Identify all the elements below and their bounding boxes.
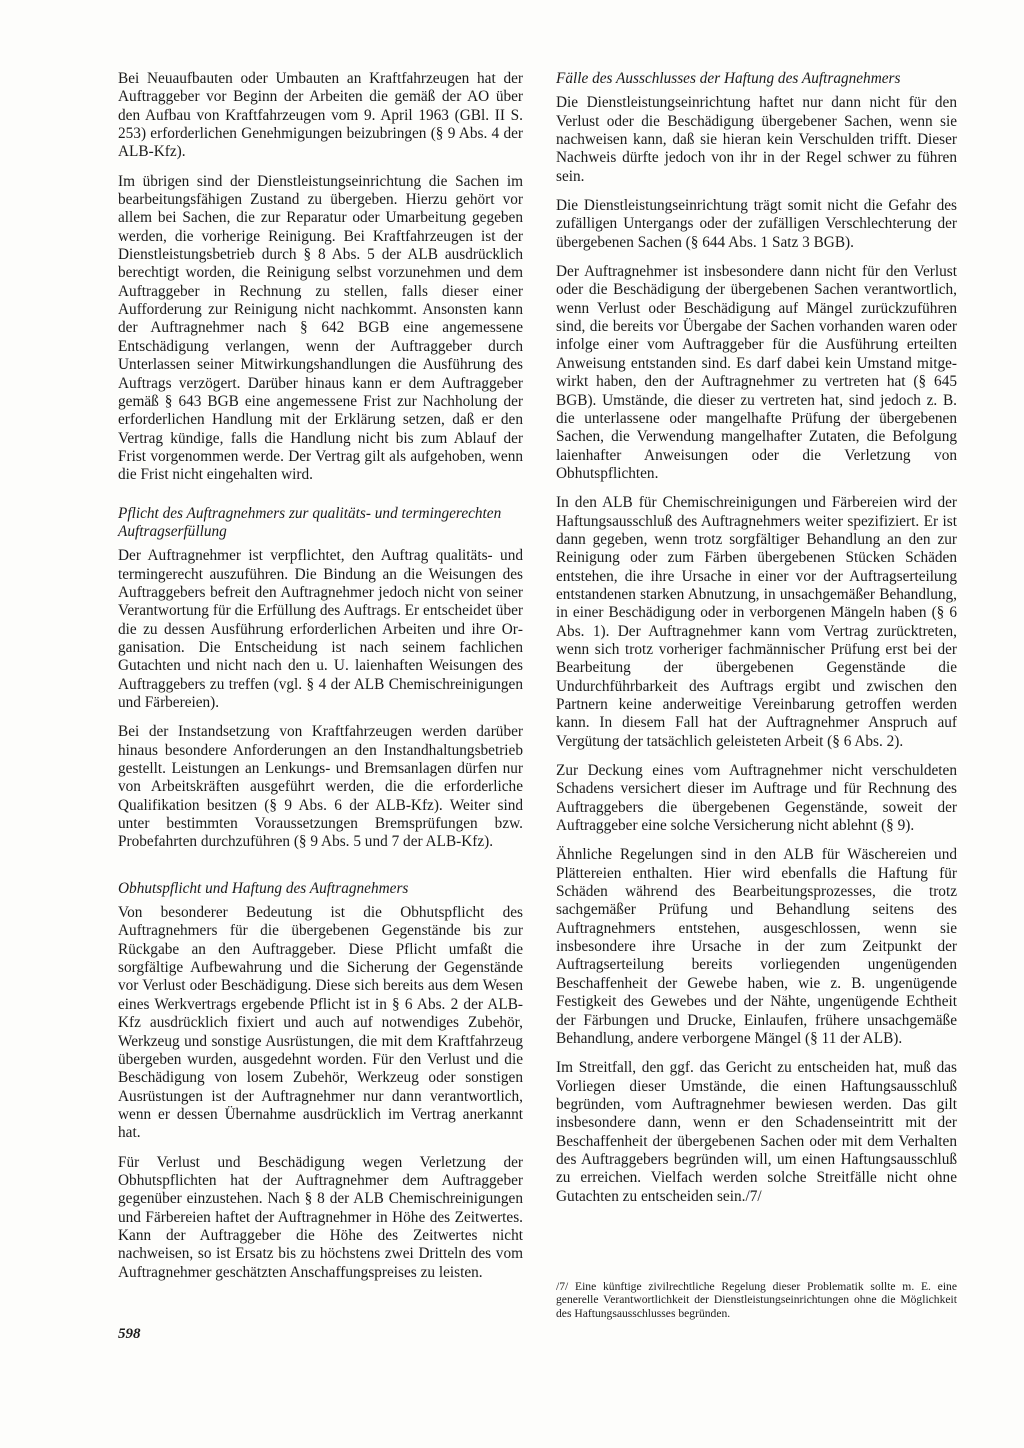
paragraph: Für Verlust und Beschädigung wegen Verletzung der Obhutspflichten hat der Auftragnehmer dem Auftraggeber gegenüber einzustehen. Nach § 8 der ALB Chemischreinigungen und Färbereien haftet der Auftragnehmer in Höhe des Zeitwertes. Kann der Auftraggeber die Höhe des Zeitwertes nicht nachweisen, so ist Ersatz bis zu höchstens zwei Dritteln des vom Auftragnehmer geschätzten Anschaffungspreises zu leisten. (118, 1153, 523, 1281)
section-heading: Obhutspflicht und Haftung des Auftragnehmers (118, 879, 409, 897)
paragraph: Bei der Instandsetzung von Kraftfahrzeugen werden darüber hinaus besondere Anforderungen an den Instandhaltungsbetrieb gestellt. Leistungen an Lenkungs- und Bremsanlagen dürfen nur von Arbeitskräften ausgeführt werden, die die erforderliche Qualifikation besitzen (§ 9 Abs. 6 der ALB-Kfz). Weiter sind unter bestimmten Voraussetzungen Bremsprüfungen bzw. Probefahrten durchzuführen (§ 9 Abs. 5 und 7 der ALB-Kfz). (118, 723, 523, 851)
paragraph: Im übrigen sind der Dienstleistungseinrichtung die Sachen im bearbeitungsfähigen Zustand zu übergeben. Hierzu gehört vor allem bei Sachen, die zur Reparatur oder Umarbeitung gegeben werden, die vorherige Reinigung. Bei Kraftfahrzeugen ist der Dienstleistungsbetrieb durch § 8 Abs. 5 der ALB ausdrücklich berechtigt worden, die Reinigung selbst vorzunehmen und dem Auftraggeber in Rechnung zu stellen, falls dieser einer Aufforderung zur Reinigung nicht nachkommt. Ansonsten kann der Auftragnehmer nach § 642 BGB eine angemessene Entschädigung verlangen, wenn der Auftraggeber durch Unterlassen seiner Mitwirkungshandlungen die Ausführung des Auftrags verzögert. Darüber hinaus kann er dem Auftraggeber gemäß § 643 BGB eine angemessene Frist zur Nachholung der erforderlichen Handlung mit der Erklärung setzen, daß er den Vertrag kündige, falls die Handlung nicht bis zum Ablauf der Frist vorgenommen werde. Der Vertrag gilt als aufgehoben, wenn die Frist nicht eingehalten wird. (118, 172, 523, 484)
paragraph: Der Auftragnehmer ist verpflichtet, den Auftrag qualitäts- und termingerecht auszuführen. Die Bindung an die Weisungen des Auftraggebers befreit den Auftragnehmer jedoch nicht von seiner Verantwortung für die Erfüllung des Auftrags. Er entscheidet über die zu dessen Ausführung erforderlichen Arbeiten und ihre Organisation. Die Entscheidung ist nach seinem fachlichen Gutachten und nicht nach den u. U. laienhaften Weisungen des Auftraggebers zu treffen (vgl. § 4 der ALB Chemischreinigungen und Färbereien). (118, 547, 523, 711)
paragraph: Bei Neuaufbauten oder Umbauten an Kraftfahrzeugen hat der Auftraggeber vor Beginn der Arbeiten die gemäß der AO über den Aufbau von Kraftfahrzeugen vom 9. April 1963 (GBl. II S. 253) erforderlichen Genehmigungen beizubringen (§ 9 Abs. 4 der ALB-Kfz). (118, 70, 523, 161)
section-heading: Fälle des Ausschlusses der Haftung des Auftragnehmers (556, 70, 901, 87)
left-column (118, 70, 523, 1293)
page-number: 598 (118, 1326, 141, 1342)
paragraph: Die Dienstleistungseinrichtung haftet nur dann nicht für den Verlust oder die Beschädigung übergebener Sachen, wenn sie nachweisen kann, daß sie hieran kein Verschulden trifft. Dieser Nachweis dürfte jedoch von ihr in der Regel schwer zu führen sein. (556, 94, 957, 185)
section-heading: Pflicht des Auftragnehmers zur qualitäts- und termingerechten Auftragserfüllung (118, 504, 502, 540)
paragraph: Im Streitfall, den ggf. das Gericht zu entscheiden hat, muß das Vorliegen dieser Umstände, die einen Haftungsausschluß begründen, vom Auftragnehmer bewiesen werden. Das gilt insbesondere dann, wenn er den Schadenseintritt mit der Beschaffenheit der übergebenen Sachen oder mit dem Verhalten des Auftraggebers begründen will, um einen Haftungsausschluß zu erreichen. Vielfach werden solche Streitfälle nicht ohne Gutachten zu entscheiden sein./7/ (556, 1059, 957, 1205)
paragraph: In den ALB für Chemischreinigungen und Färbereien wird der Haftungsausschluß des Auftragnehmers weiter spezifiziert. Er ist dann gegeben, wenn trotz sorgfältiger Behandlung an den zur Reinigung oder zum Färben übergebenen Stücken Schäden entstehen, die ihre Ursache in einer vor der Auftragserteilung entstandenen starken Abnutzung, in unsachgemäßer Behandlung, in einer Beschädigung oder in verborgenen Mängeln haben (§ 6 Abs. 1). Der Auftragnehmer kann vom Vertrag zurücktreten, wenn sich trotz vorheriger fachmännischer Prüfung erst bei der Bearbeitung der übergebenen Gegenstände die Undurchführbarkeit des Auftrags ergibt und zwischen den Partnern keine anderweitige Vereinbarung getroffen werden kann. In diesem Fall hat der Auftragnehmer Anspruch auf Vergütung der tatsächlich geleisteten Arbeit (§ 6 Abs. 2). (556, 494, 957, 750)
paragraph: Ähnliche Regelungen sind in den ALB für Wäschereien und Plättereien enthalten. Hier wird ebenfalls die Haftung für Schäden während des Bearbeitungsprozesses, die trotz sachgemäßer Prüfung und Behandlung seitens des Auftragnehmers entstehen, ausgeschlossen, wenn sie insbesondere ihre Ursache in der zum Zeitpunkt der Auftragserteilung bereits vorliegenden ungenügenden Beschaffenheit der Gewebe haben, wie z. B. ungenügende Festigkeit des Gewebes und der Nähte, ungenügende Echtheit der Färbungen und Drucke, Einlaufen, frühere unsachgemäße Behandlung, andere verborgene Mängel (§ 11 der ALB). (556, 846, 957, 1047)
paragraph: Von besonderer Bedeutung ist die Obhutspflicht des Auftragnehmers für die übergebenen Gegenstände bis zur Rückgabe an den Auftraggeber. Diese Pflicht umfaßt die sorgfältige Aufbewahrung und die Sicherung der Gegenstände vor Verlust oder Beschädigung. Diese sich bereits aus dem Wesen eines Werkvertrags ergebende Pflicht ist in § 6 Abs. 2 der ALB-Kfz ausdrücklich fixiert und auch auf notwendiges Zubehör, Werkzeug und sonstige Ausrüstungen, die mit dem Kraftfahrzeug übergeben wurden, ausgedehnt worden. Für den Verlust und die Beschädigung von losem Zubehör, Werkzeug oder sonstigen Ausrüstungen ist der Auftragnehmer nur dann verantwortlich, wenn er dessen Übernahme ausdrücklich im Vertrag anerkannt hat. (118, 904, 523, 1142)
footnote: /7/ Eine künftige zivilrechtliche Regelung dieser Problematik sollte m. E. eine generelle Verantwortlichkeit der Dienstleistungseinrichtungen ohne die Möglichkeit des Haftungsausschlusses begründen. (556, 1280, 957, 1320)
paragraph: Zur Deckung eines vom Auftragnehmer nicht verschuldeten Schadens versichert dieser im Auftrage und für Rechnung des Auftraggebers die übergebenen Gegenstände, soweit der Auftraggeber eine solche Versicherung nicht ablehnt (§ 9). (556, 762, 957, 835)
right-column (556, 70, 957, 1217)
paragraph: Die Dienstleistungseinrichtung trägt somit nicht die Gefahr des zufälligen Untergangs oder der zufälligen Verschlechterung der übergebenen Sachen (§ 644 Abs. 1 Satz 3 BGB). (556, 197, 957, 251)
paragraph: Der Auftragnehmer ist insbesondere dann nicht für den Verlust oder die Beschädigung der übergebenen Sachen verantwortlich, wenn Verlust oder Beschädigung auf Mängel zurückzuführen sind, die bereits vor Übergabe der Sachen vorhanden waren oder infolge einer vom Auftraggeber für die Ausführung erteilten Anweisung entstanden sind. Es darf dabei kein Umstand mitgewirkt haben, den der Auftragnehmer zu vertreten hat (§ 645 BGB). Umstände, die dieser zu vertreten hat, sind jedoch z. B. die unterlassene oder mangelhafte Prüfung der übergebenen Sachen, die Verwendung mangelhafter Zutaten, die Befolgung laienhafter Anweisungen oder die Verletzung von Obhutspflichten. (556, 263, 957, 482)
